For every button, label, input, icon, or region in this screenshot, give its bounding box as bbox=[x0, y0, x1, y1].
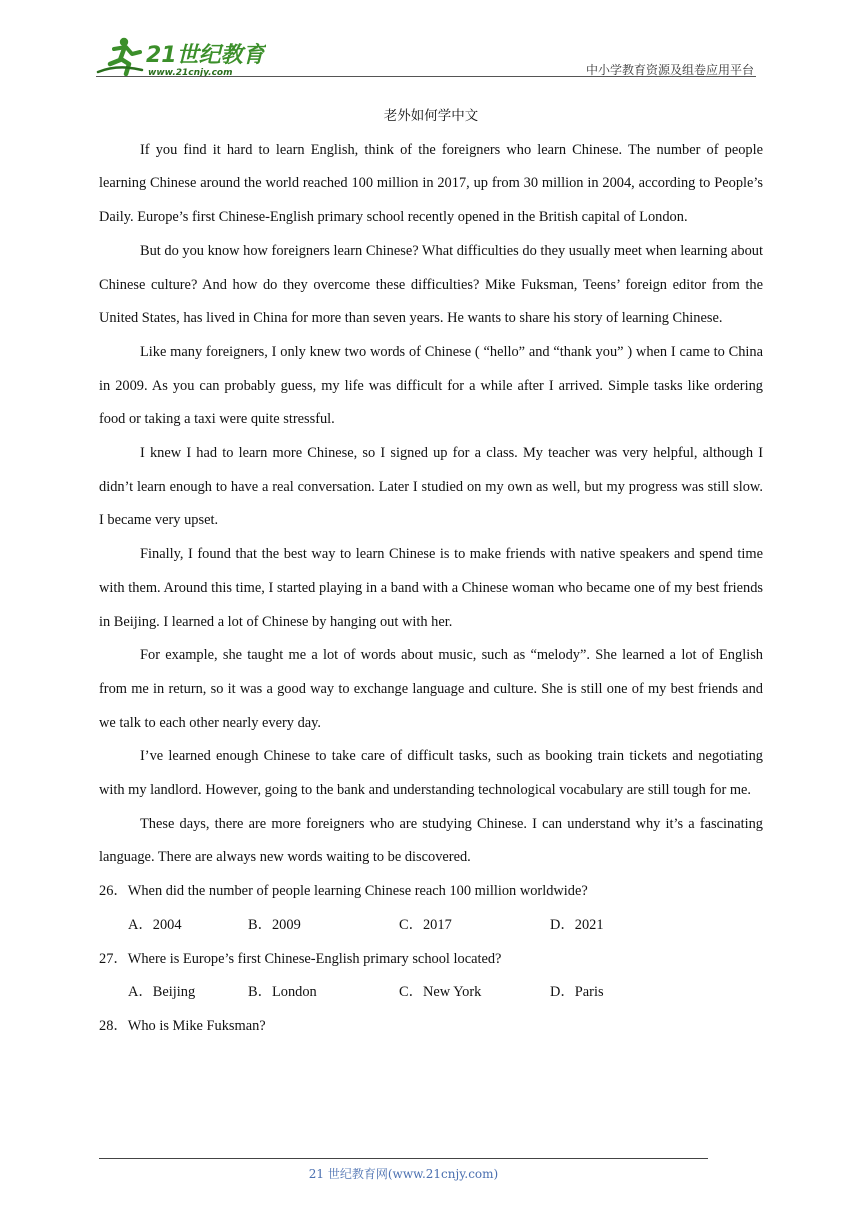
article-paragraph: Finally, I found that the best way to learn Chinese is to make friends with native speakers and spend time with them. Around this time, I started playing in a band with a Chinese woman who became one of my best friends in Beijing. I learned a lot of Chinese by hanging out with her. bbox=[99, 546, 763, 630]
article-paragraph: If you find it hard to learn English, think of the foreigners who learn Chinese. The number of people learning Chinese around the world reached 100 million in 2017, up from 30 million in 2004, according to People’s Daily. Europe’s first Chinese-English primary school recently opened in the British capital of London. bbox=[99, 141, 763, 226]
runner-icon bbox=[98, 38, 142, 74]
option-c: C．2017 bbox=[399, 916, 452, 933]
option-a: A．2004 bbox=[128, 916, 182, 933]
article-paragraph: These days, there are more foreigners who are studying Chinese. I can understand why it’s a fascinating language. There are always new words waiting to be discovered. bbox=[99, 815, 763, 866]
article-paragraph: I knew I had to learn more Chinese, so I signed up for a class. My teacher was very helpful, although I didn’t learn enough to have a real conversation. Later I studied on my own as well, but my progress was still slow. I became very upset. bbox=[99, 445, 763, 529]
option-c: C．New York bbox=[399, 984, 482, 1001]
option-b: B．2009 bbox=[248, 916, 301, 933]
article-paragraph: But do you know how foreigners learn Chinese? What difficulties do they usually meet when learning about Chinese culture? And how do they overcome these difficulties? Mike Fuksman, Teens’ foreign editor from the United States, has lived in China for more than seven years. He wants to share his story of learning Chinese. bbox=[99, 242, 763, 327]
header-platform-text: 中小学教育资源及组卷应用平台 bbox=[585, 63, 754, 77]
article-paragraph: Like many foreigners, I only knew two words of Chinese ( “hello” and “thank you” ) when I came to China in 2009. As you can probably guess, my life was difficult for a while after I arrived. Simple tasks like ordering food or taking a taxi were quite stressful. bbox=[99, 343, 763, 428]
article-paragraph: For example, she taught me a lot of words about music, such as “melody”. She learned a lot of English from me in return, so it was a good way to exchange language and culture. She is still one of my best friends and we talk to each other nearly every day. bbox=[99, 647, 763, 731]
question-26: 26．When did the number of people learning Chinese reach 100 million worldwide? bbox=[99, 883, 588, 900]
option-b: B．London bbox=[248, 984, 317, 1001]
logo-url: www.21cnjy.com bbox=[148, 68, 233, 78]
logo-21cnjy bbox=[96, 34, 266, 78]
question-27: 27．Where is Europe’s first Chinese-English primary school located? bbox=[99, 950, 502, 967]
article-paragraph: I’ve learned enough Chinese to take care of difficult tasks, such as booking train tickets and negotiating with my landlord. However, going to the bank and understanding technological vocabulary are still tough for me. bbox=[99, 748, 763, 799]
footer-divider bbox=[99, 1158, 708, 1159]
logo-text: 21世纪教育 bbox=[146, 43, 265, 68]
option-a: A．Beijing bbox=[128, 984, 196, 1001]
option-d: D．2021 bbox=[550, 916, 604, 933]
page-header bbox=[96, 30, 756, 78]
option-d: D．Paris bbox=[550, 984, 604, 1001]
header-divider bbox=[96, 76, 756, 77]
question-28: 28．Who is Mike Fuksman? bbox=[99, 1017, 266, 1034]
question-27-options bbox=[99, 976, 763, 1010]
question-26-options bbox=[99, 909, 763, 943]
document-body bbox=[99, 100, 763, 1044]
footer-source[interactable]: 21 世纪教育网(www.21cnjy.com) bbox=[308, 1167, 499, 1181]
article-title: 老外如何学中文 bbox=[383, 108, 479, 124]
